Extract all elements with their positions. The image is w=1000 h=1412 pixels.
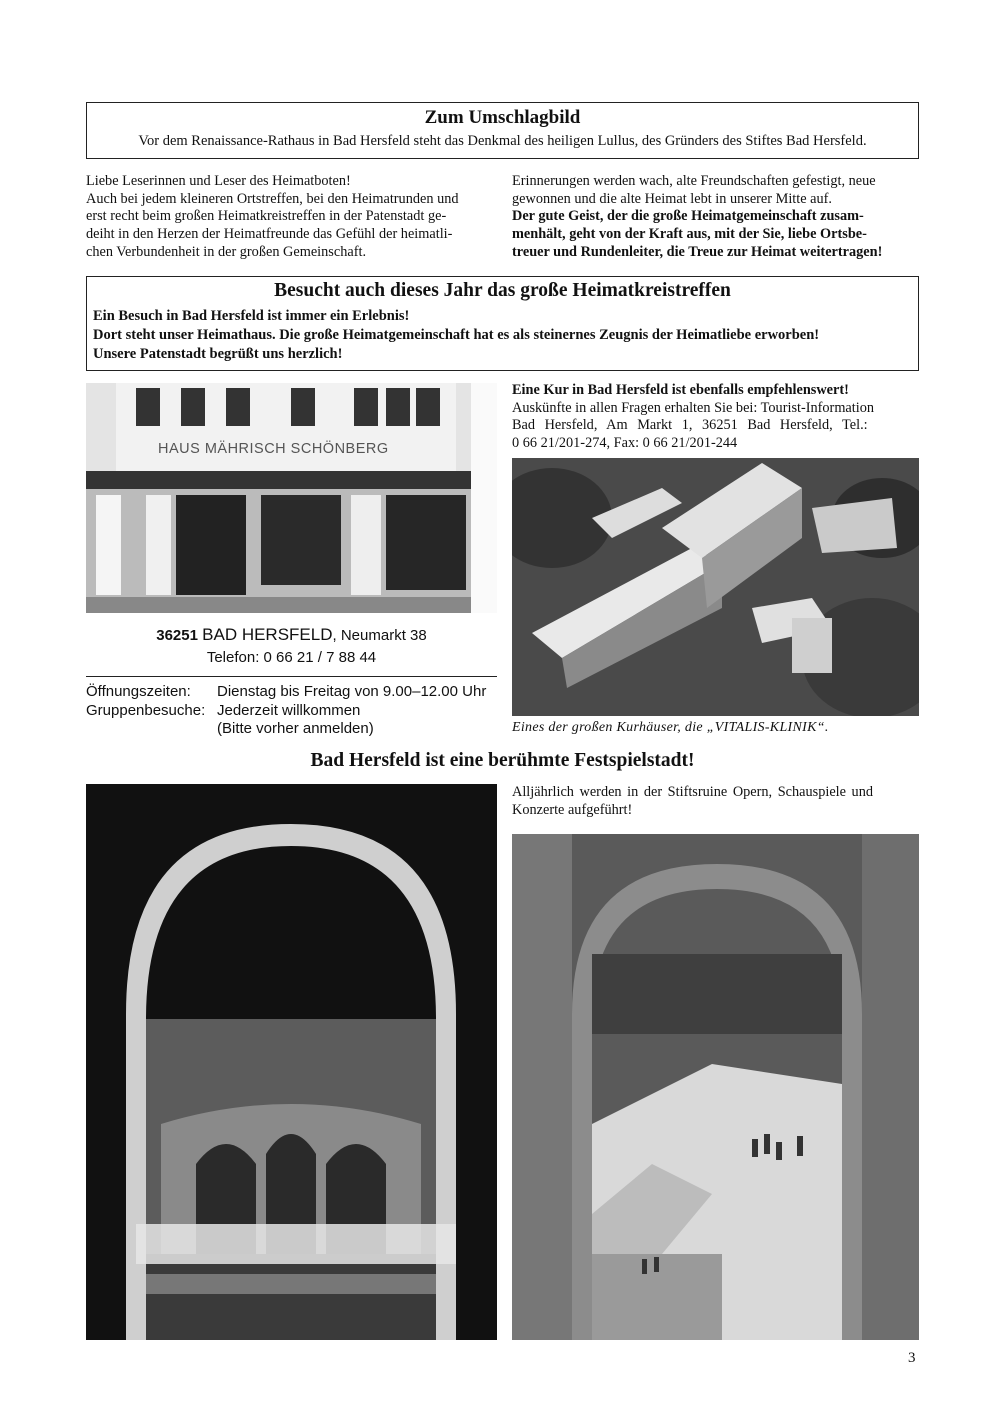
intro-right [512, 173, 922, 262]
intro-left-line: deiht in den Herzen der Heimatfreunde das Gefühl der heimatli- [86, 226, 453, 243]
intro-left-line: Liebe Leserinnen und Leser des Heimatboten! [86, 173, 351, 189]
intro-right-bold-line: treuer und Rundenleiter, die Treue zur Heimat weitertragen! [512, 243, 883, 260]
intro-right-bold-line: menhält, geht von der Kraft aus, mit der Sie, liebe Ortsbe- [512, 226, 867, 243]
page-number: 3 [908, 1350, 916, 1366]
festival-line: Alljährlich werden in der Stiftsruine Opern, Schauspiele und [512, 784, 874, 800]
house-postcode: 36251 [156, 627, 198, 644]
stiftsruine-left-image [86, 784, 497, 1340]
kur-text [512, 382, 919, 453]
cover-box [86, 102, 919, 159]
stiftsruine-photo-right [512, 834, 919, 1340]
heimathaus-photo-image [86, 383, 497, 613]
house-sign: HAUS MÄHRISCH SCHÖNBERG [158, 441, 389, 457]
kurhaus-photo [512, 458, 919, 716]
intro-left-line: erst recht beim großen Heimatkreistreffen in der Patenstadt ge- [86, 208, 447, 225]
house-street: , Neumarkt 38 [332, 627, 427, 644]
intro-right-bold-line: Der gute Geist, der die große Heimatgemeinschaft zusam- [512, 208, 864, 225]
kur-line: Bad Hersfeld, Am Markt 1, 36251 Bad Hersfeld, Tel.: [512, 417, 868, 434]
house-hours [86, 683, 486, 739]
cover-title: Zum Umschlagbild [424, 107, 581, 128]
intro-left-line: Auch bei jedem kleineren Ortstreffen, bei den Heimatrunden und [86, 190, 459, 207]
meeting-box [86, 276, 919, 371]
house-row-label: Gruppenbesuche: [86, 701, 206, 719]
kur-line: 0 66 21/201-274, Fax: 0 66 21/201-244 [512, 435, 738, 452]
house-address [86, 625, 497, 666]
house-row [86, 683, 486, 702]
house-row-label [86, 720, 217, 739]
house-row-value: Dienstag bis Freitag von 9.00–12.00 Uhr [217, 683, 487, 700]
meeting-line: Dort steht unser Heimathaus. Die große Heimatgemeinschaft hat es als steinernes Zeugnis der Heimatliebe erworben! [93, 327, 820, 343]
intro-right-line: Erinnerungen werden wach, alte Freundschaften gefestigt, neue [512, 173, 876, 189]
meeting-lines [93, 307, 819, 364]
intro-left-line: chen Verbundenheit in der großen Gemeinschaft. [86, 243, 367, 260]
meeting-title: Besucht auch dieses Jahr das große Heimatkreistreffen [274, 280, 731, 301]
house-row-value: (Bitte vorher anmelden) [217, 720, 374, 737]
heimathaus-photo [86, 383, 497, 613]
house-row-label: Öffnungszeiten: [86, 683, 191, 700]
cover-text: Vor dem Renaissance-Rathaus in Bad Hersfeld steht das Denkmal des heiligen Lullus, des Gründers des Stiftes Bad Hersfeld. [138, 133, 867, 149]
festival-text [512, 784, 919, 819]
house-city: BAD HERSFELD [202, 625, 333, 644]
festival-line: Konzerte aufgeführt! [512, 801, 633, 818]
stiftsruine-right-image [512, 834, 919, 1340]
stiftsruine-photo-left [86, 784, 497, 1340]
meeting-line: Ein Besuch in Bad Hersfeld ist immer ein Erlebnis! [93, 308, 410, 324]
house-divider [86, 676, 497, 677]
house-phone: Telefon: 0 66 21 / 7 88 44 [206, 649, 377, 666]
meeting-line: Unsere Patenstadt begrüßt uns herzlich! [93, 346, 343, 362]
kurhaus-photo-image [512, 458, 919, 716]
kur-caption: Eines der großen Kurhäuser, die „VITALIS-KLINIK“. [512, 720, 829, 735]
house-row [86, 702, 486, 721]
intro-right-line: gewonnen und die alte Heimat lebt in unserer Mitte auf. [512, 190, 832, 207]
house-row [86, 720, 486, 739]
kur-line: Auskünfte in allen Fragen erhalten Sie bei: Tourist-Information [512, 399, 875, 416]
house-row-value: Jederzeit willkommen [217, 701, 361, 719]
festival-title: Bad Hersfeld ist eine berühmte Festspielstadt! [310, 750, 695, 771]
intro-left [86, 173, 496, 262]
house-address-line [86, 625, 497, 645]
kur-title: Eine Kur in Bad Hersfeld ist ebenfalls empfehlenswert! [512, 382, 849, 398]
